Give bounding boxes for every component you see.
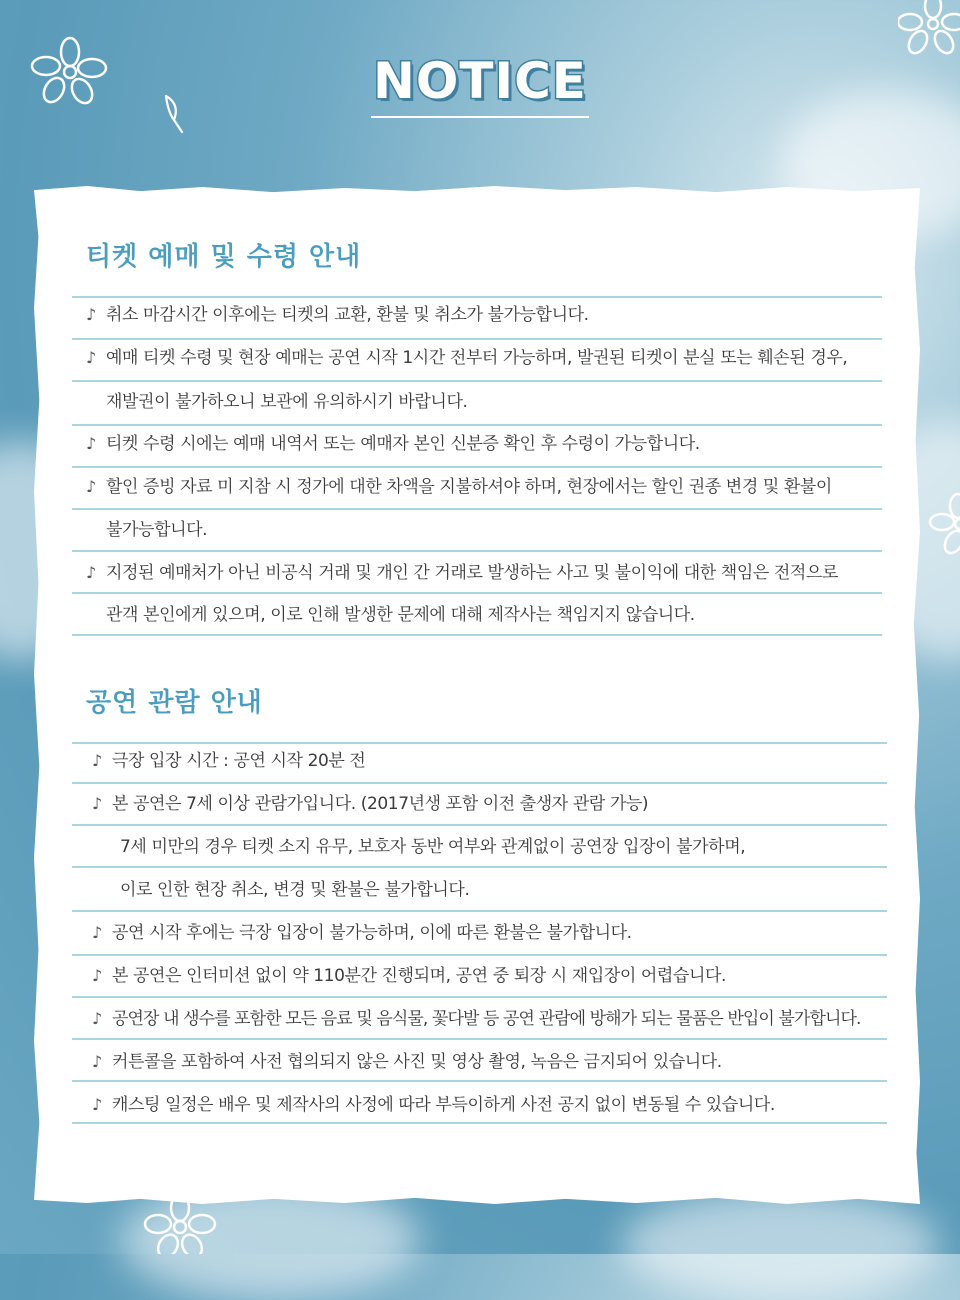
music-note-icon: ♪ <box>86 434 96 453</box>
music-note-icon: ♪ <box>92 1052 102 1071</box>
ruled-line <box>72 1038 887 1040</box>
music-note-icon: ♪ <box>92 1009 102 1028</box>
cloud-decoration <box>620 1190 940 1300</box>
ruled-line <box>72 782 887 784</box>
list-item-text: 재발권이 불가하오니 보관에 유의하시기 바랍니다. <box>106 392 468 412</box>
ruled-line <box>72 742 887 744</box>
list-item-text: 본 공연은 7세 이상 관람가입니다. (2017년생 포함 이전 출생자 관람 가능) <box>112 794 649 814</box>
list-item <box>86 433 700 455</box>
ruled-line <box>72 296 882 298</box>
flower-icon <box>928 492 960 562</box>
list-item <box>86 604 695 626</box>
list-item <box>92 965 726 987</box>
ruled-line <box>72 910 887 912</box>
list-item <box>86 562 838 584</box>
ruled-line <box>72 634 882 636</box>
list-item-text: 티켓 수령 시에는 예매 내역서 또는 예매자 본인 신분증 확인 후 수령이 가능합니다. <box>106 434 700 454</box>
list-item-text: 이로 인한 현장 취소, 변경 및 환불은 불가합니다. <box>120 880 470 900</box>
list-item <box>100 879 469 901</box>
list-item <box>86 476 832 498</box>
list-item <box>92 1008 861 1030</box>
list-item-text: 본 공연은 인터미션 없이 약 110분간 진행되며, 공연 중 퇴장 시 재입장이 어렵습니다. <box>112 966 727 986</box>
ruled-line <box>72 996 887 998</box>
list-item-text: 할인 증빙 자료 미 지참 시 정가에 대한 차액을 지불하셔야 하며, 현장에서는 할인 권종 변경 및 환불이 <box>106 477 832 497</box>
list-item-text: 커튼콜을 포함하여 사전 협의되지 않은 사진 및 영상 촬영, 녹음은 금지되어 있습니다. <box>112 1052 722 1072</box>
music-note-icon: ♪ <box>92 923 102 942</box>
list-item-text: 관객 본인에게 있으며, 이로 인해 발생한 문제에 대해 제작사는 책임지지 않습니다. <box>106 605 695 625</box>
section-heading-performance: 공연 관람 안내 <box>86 688 263 718</box>
list-item-text: 불가능합니다. <box>106 520 208 540</box>
ruled-line <box>72 824 887 826</box>
music-note-icon: ♪ <box>86 305 96 324</box>
list-item-text: 캐스팅 일정은 배우 및 제작사의 사정에 따라 부득이하게 사전 공지 없이 변동될 수 있습니다. <box>112 1095 775 1115</box>
flower-icon <box>898 0 960 56</box>
list-item <box>100 836 745 858</box>
ruled-line <box>72 508 882 510</box>
list-item <box>92 922 632 944</box>
ruled-line <box>72 592 882 594</box>
music-note-icon: ♪ <box>92 1095 102 1114</box>
list-item-text: 공연장 내 생수를 포함한 모든 음료 및 음식물, 꽃다발 등 공연 관람에 방해가 되는 물품은 반입이 불가합니다. <box>112 1009 861 1029</box>
list-item <box>86 391 467 413</box>
music-note-icon: ♪ <box>86 563 96 582</box>
list-item-text: 극장 입장 시간 : 공연 시작 20분 전 <box>112 751 366 771</box>
list-item-text: 공연 시작 후에는 극장 입장이 불가능하며, 이에 따른 환불은 불가합니다. <box>112 923 632 943</box>
ruled-line <box>72 1080 887 1082</box>
list-item-text: 예매 티켓 수령 및 현장 예매는 공연 시작 1시간 전부터 가능하며, 발권된 티켓이 분실 또는 훼손된 경우, <box>106 348 848 368</box>
section-heading-ticket: 티켓 예매 및 수령 안내 <box>86 242 362 272</box>
ruled-line <box>72 424 882 426</box>
ruled-line <box>72 1122 887 1124</box>
ruled-line <box>72 866 887 868</box>
ruled-line <box>72 954 887 956</box>
list-item <box>86 304 589 326</box>
list-item <box>86 519 207 541</box>
page-title: NOTICE <box>371 52 589 118</box>
list-item-text: 지정된 예매처가 아닌 비공식 거래 및 개인 간 거래로 발생하는 사고 및 불이익에 대한 책임은 전적으로 <box>106 563 838 583</box>
ruled-line <box>72 466 882 468</box>
list-item <box>92 1051 722 1073</box>
list-item <box>92 750 365 772</box>
ruled-line <box>72 338 882 340</box>
title-area <box>0 52 960 118</box>
ruled-line <box>72 380 882 382</box>
list-item <box>92 793 648 815</box>
list-item-text: 취소 마감시간 이후에는 티켓의 교환, 환불 및 취소가 불가능합니다. <box>106 305 589 325</box>
list-item <box>92 1094 775 1116</box>
music-note-icon: ♪ <box>92 794 102 813</box>
list-item-text: 7세 미만의 경우 티켓 소지 유무, 보호자 동반 여부와 관계없이 공연장 입장이 불가하며, <box>120 837 746 857</box>
music-note-icon: ♪ <box>92 751 102 770</box>
music-note-icon: ♪ <box>86 477 96 496</box>
music-note-icon: ♪ <box>92 966 102 985</box>
music-note-icon: ♪ <box>86 348 96 367</box>
ruled-line <box>72 550 882 552</box>
list-item <box>86 347 847 369</box>
